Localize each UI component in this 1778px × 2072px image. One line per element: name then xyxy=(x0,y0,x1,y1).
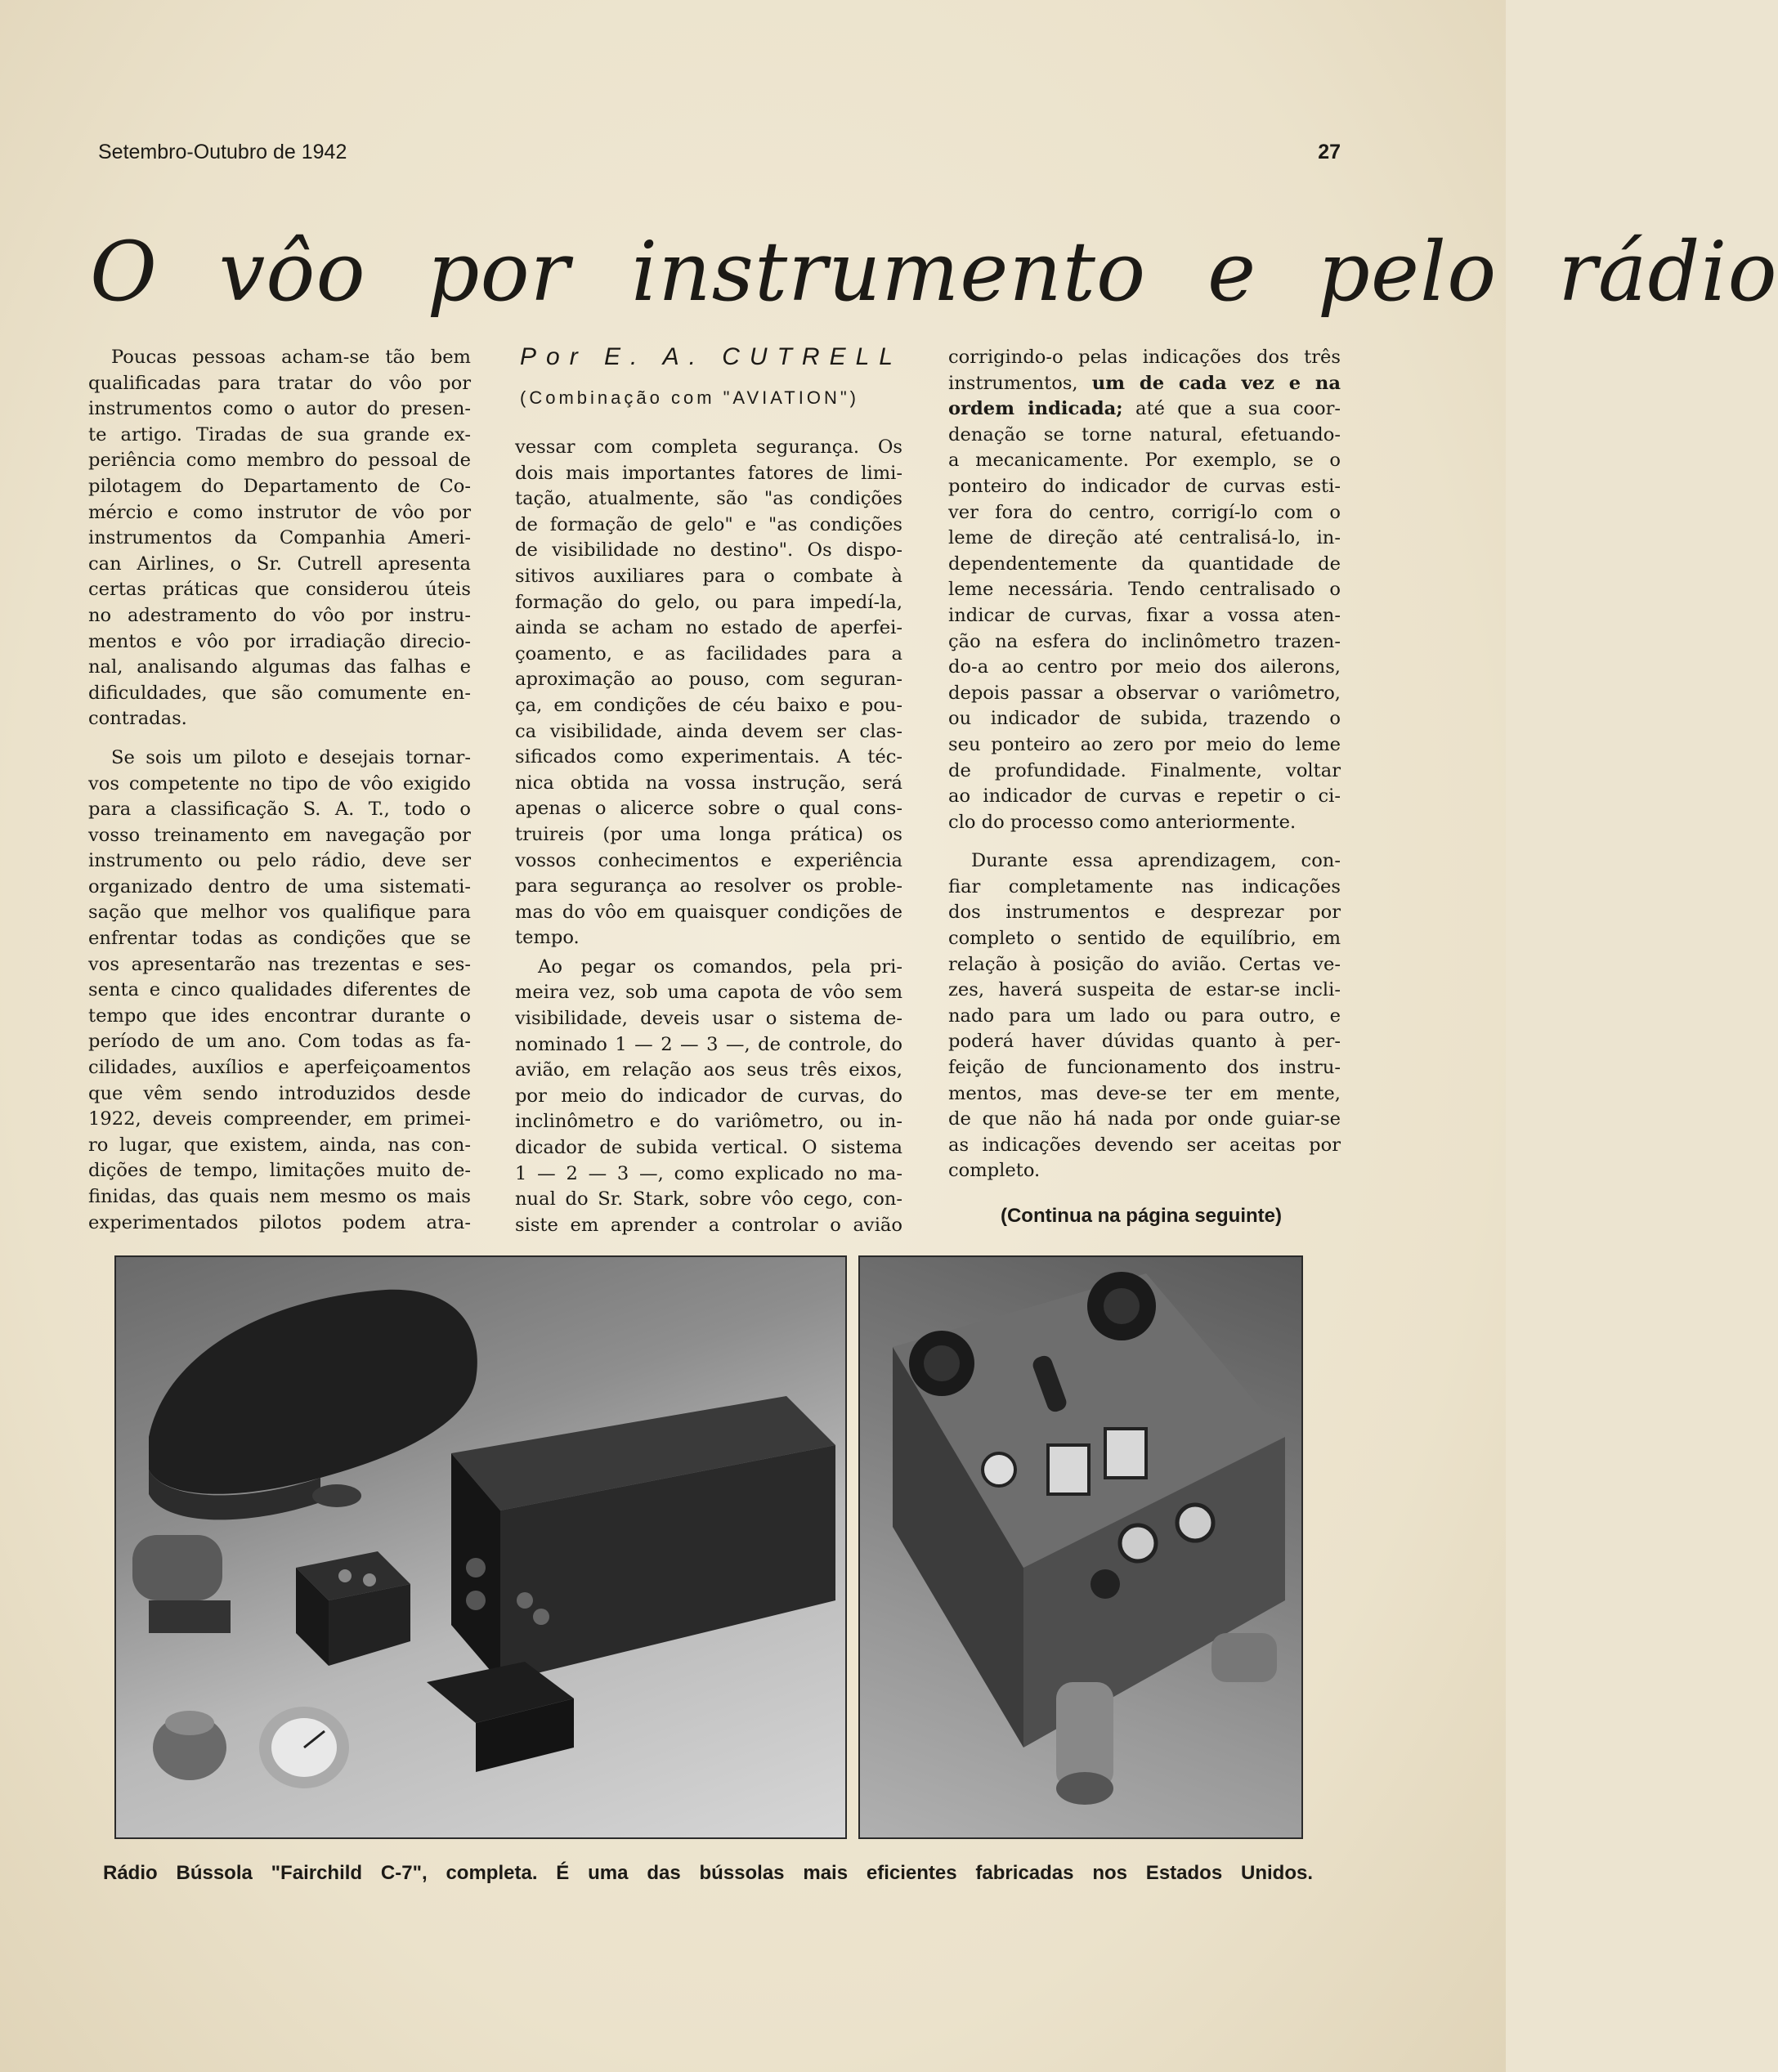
text-line: de visibilidade no destino". Os dispo- xyxy=(515,539,902,562)
text-line: a mecanicamente. Por exemplo, se o xyxy=(948,450,1341,472)
text-line: 1 — 2 — 3 —, como explicado no ma- xyxy=(515,1162,902,1184)
text-line: ça, em condições de céu baixo e pou- xyxy=(515,694,902,716)
text-line: de profundidade. Finalmente, voltar xyxy=(948,759,1341,781)
text-line: nual do Sr. Stark, sobre vôo cego, con- xyxy=(515,1188,902,1211)
text-line: siste em aprender a controlar o avião xyxy=(515,1214,902,1236)
text-line: que vêm sendo introduzidos desde xyxy=(88,1082,471,1104)
text-line: organizado dentro de uma sistemati- xyxy=(88,875,471,897)
text-line: ver fora do centro, corrigí-lo com o xyxy=(948,501,1341,523)
photo-left-drawing xyxy=(116,1257,845,1837)
photo-radio-compass-components xyxy=(114,1255,847,1839)
photo-control-panel xyxy=(858,1255,1303,1839)
text-line: instrumentos como o autor do presen- xyxy=(88,398,471,420)
continued-notice: (Continua na página seguinte) xyxy=(1000,1205,1282,1227)
column-2 xyxy=(515,435,902,1238)
text-line: ca visibilidade, ainda devem ser clas- xyxy=(515,720,902,742)
text-line: ao indicador de curvas e repetir o ci- xyxy=(948,785,1341,808)
text-line: avião, em relação aos seus três eixos, xyxy=(515,1059,902,1081)
text-line: contradas. xyxy=(88,708,187,730)
text-line: inclinômetro e do variômetro, ou in- xyxy=(515,1111,902,1133)
text-line: ainda se acham no estado de aperfei- xyxy=(515,617,902,639)
text-line: dificuldades, que são comumente en- xyxy=(88,682,471,704)
text-line: aproximação ao pouso, com seguran- xyxy=(515,669,902,691)
text-line: sação que melhor vos qualifique para xyxy=(88,902,471,924)
text-line: seu ponteiro ao zero por meio do leme xyxy=(948,733,1341,755)
text-line: por meio do indicador de curvas, do xyxy=(515,1085,902,1107)
column-3 xyxy=(948,345,1341,1184)
text-line: Durante essa aprendizagem, con- xyxy=(971,850,1341,872)
text-line: dicador de subida vertical. O sistema xyxy=(515,1137,902,1159)
author-byline: Por E. A. CUTRELL xyxy=(520,343,902,370)
photo-right-drawing xyxy=(860,1257,1301,1837)
text-line: sitivos auxiliares para o combate à xyxy=(515,565,902,587)
text-line: mentos, mas deve-se ter em mente, xyxy=(948,1082,1341,1104)
text-line: meira vez, sob uma capota de vôo sem xyxy=(515,982,902,1004)
page-number: 27 xyxy=(1318,141,1341,163)
text-line: mércio e como instrutor de vôo por xyxy=(88,501,471,523)
text-line: senta e cinco qualidades diferentes de xyxy=(88,979,471,1001)
text-line: no adestramento do vôo por instru- xyxy=(88,604,471,626)
text-line: experimentados pilotos podem atra- xyxy=(88,1211,471,1233)
emphasis-run: ordem indicada; xyxy=(948,398,1123,420)
text-line: pilotagem do Departamento de Co- xyxy=(88,475,471,497)
text-line: dois mais importantes fatores de limi- xyxy=(515,462,902,484)
text-line: vessar com completa segurança. Os xyxy=(515,436,902,458)
text-line: leme de direção até centralisá-lo, in- xyxy=(948,527,1341,549)
text-line: visibilidade, deveis usar o sistema de- xyxy=(515,1008,902,1030)
text-run: até que a sua coor- xyxy=(1135,398,1341,420)
text-line: dições de tempo, limitações muito de- xyxy=(88,1160,471,1182)
text-line: instrumentos da Companhia Ameri- xyxy=(88,527,471,549)
text-line: can Airlines, o Sr. Cutrell apresenta xyxy=(88,553,471,575)
text-line: vos apresentarão nas trezentas e ses- xyxy=(88,953,471,975)
text-line: para a classificação S. A. T., todo o xyxy=(88,799,471,821)
text-line: nominado 1 — 2 — 3 —, de controle, do xyxy=(515,1033,902,1055)
text-line: truireis (por uma longa prática) os xyxy=(515,823,902,845)
text-line: denação se torne natural, efetuando- xyxy=(948,423,1341,445)
text-line: de formação de gelo" e "as condições xyxy=(515,513,902,535)
text-line: indicar de curvas, fixar a vossa aten- xyxy=(948,604,1341,626)
text-line: te artigo. Tiradas de sua grande ex- xyxy=(88,423,471,445)
text-line: do-a ao centro por meio dos ailerons, xyxy=(948,656,1341,678)
text-line: ou indicador de subida, trazendo o xyxy=(948,708,1341,730)
text-line: periência como membro do pessoal de xyxy=(88,450,471,472)
text-line: certas práticas que considerou úteis xyxy=(88,579,471,601)
text-line: mentos e vôo por irradiação direcio- xyxy=(88,630,471,652)
text-line: clo do processo como anteriormente. xyxy=(948,811,1297,833)
text-line: nal, analisando algumas das falhas e xyxy=(88,656,471,678)
text-line: 1922, deveis compreender, em primei- xyxy=(88,1108,471,1130)
text-line xyxy=(948,371,1341,397)
text-line: de que não há nada por onde guiar-se xyxy=(948,1108,1341,1130)
text-line: formação do gelo, ou para impedí-la, xyxy=(515,591,902,613)
text-line: ção na esfera do inclinômetro trazen- xyxy=(948,630,1341,652)
photo-caption: Rádio Bússola "Fairchild C-7", completa. É uma das bússolas mais eficientes fabricadas nos Estados Unidos. xyxy=(103,1862,1313,1884)
text-line: corrigindo-o pelas indicações dos três xyxy=(948,347,1341,368)
text-line: tação, atualmente, são "as condições xyxy=(515,488,902,510)
issue-date: Setembro-Outubro de 1942 xyxy=(98,141,347,163)
text-line: vos competente no tipo de vôo exigido xyxy=(88,772,471,794)
text-line: tempo que ides encontrar durante o xyxy=(88,1005,471,1027)
text-line: Ao pegar os comandos, pela pri- xyxy=(538,955,902,978)
text-line: Poucas pessoas acham-se tão bem xyxy=(111,347,471,368)
text-line: completo. xyxy=(948,1160,1041,1182)
text-line: para segurança ao resolver os proble- xyxy=(515,875,902,897)
running-head xyxy=(98,141,1341,173)
text-line: çoamento, e as facilidades para a xyxy=(515,642,902,665)
text-line: as indicações devendo ser aceitas por xyxy=(948,1134,1341,1156)
text-line: feição de funcionamento dos instru- xyxy=(948,1057,1341,1079)
text-line: finidas, das quais nem mesmo os mais xyxy=(88,1186,471,1207)
text-line: poderá haver dúvidas quanto à per- xyxy=(948,1031,1341,1053)
byline-source: (Combinação com "AVIATION") xyxy=(520,387,859,408)
text-line: fiar completamente nas indicações xyxy=(948,875,1341,897)
text-line: qualificadas para tratar do vôo por xyxy=(88,372,471,394)
text-line: vosso treinamento em navegação por xyxy=(88,824,471,846)
text-line: cilidades, auxílios e aperfeiçoamentos xyxy=(88,1057,471,1079)
text-line: enfrentar todas as condições que se xyxy=(88,928,471,950)
text-line: Se sois um piloto e desejais tornar- xyxy=(111,746,471,768)
text-line xyxy=(948,396,1341,423)
emphasis-run: um de cada vez e na xyxy=(1091,372,1341,394)
text-line: vossos conhecimentos e experiência xyxy=(515,849,902,871)
text-line: dos instrumentos e desprezar por xyxy=(948,902,1341,924)
text-run: instrumentos, xyxy=(948,372,1078,394)
article-title: O vôo por instrumento e pelo rádio xyxy=(90,224,1778,320)
text-line: ro lugar, que existem, ainda, nas con- xyxy=(88,1134,471,1156)
column-1 xyxy=(88,345,471,1236)
text-line: instrumento ou pelo rádio, deve ser xyxy=(88,850,471,872)
text-line: zes, haverá suspeita de estar-se incli- xyxy=(948,979,1341,1001)
text-line: mas do vôo em quaisquer condições de xyxy=(515,901,902,923)
text-line: sificados como experimentais. A téc- xyxy=(515,746,902,768)
text-line: depois passar a observar o variômetro, xyxy=(948,682,1341,704)
text-line: nado para um lado ou para outro, e xyxy=(948,1005,1341,1027)
text-line: dependentemente da quantidade de xyxy=(948,553,1341,575)
text-line: tempo. xyxy=(515,927,580,949)
text-line: apenas o alicerce sobre o qual cons- xyxy=(515,798,902,820)
text-line: completo o sentido de equilíbrio, em xyxy=(948,928,1341,950)
text-line: período de um ano. Com todas as fa- xyxy=(88,1031,471,1053)
text-line: ponteiro do indicador de curvas esti- xyxy=(948,475,1341,497)
text-line: leme necessária. Tendo centralisado o xyxy=(948,579,1341,601)
text-line: nica obtida na vossa instrução, será xyxy=(515,772,902,794)
text-line: relação à posição do avião. Certas ve- xyxy=(948,953,1341,975)
